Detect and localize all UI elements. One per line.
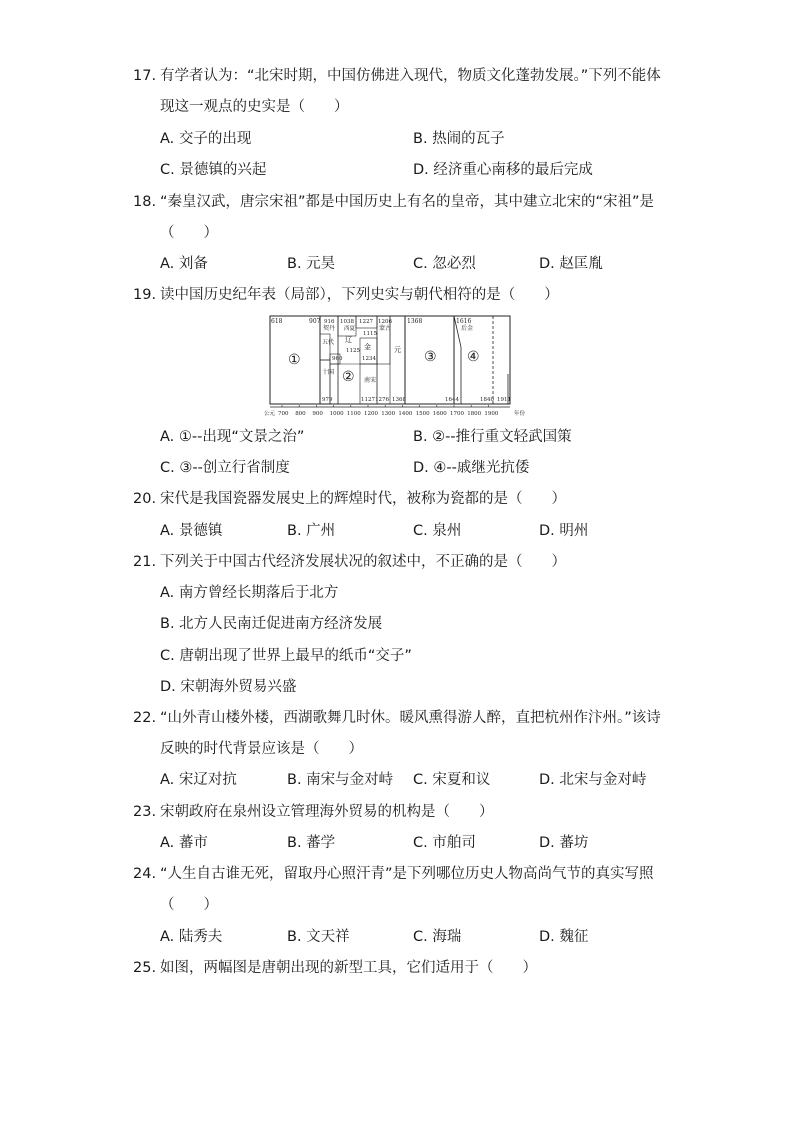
option-d[interactable]: D. 明州 — [539, 523, 589, 539]
option-a[interactable]: A. 景德镇 — [160, 523, 223, 539]
option-d[interactable]: D. 赵匡胤 — [539, 256, 603, 272]
question-stem: “人生自古谁无死，留取丹心照汗青”是下列哪位历史人物高尚气节的真实写照 — [160, 866, 654, 882]
question-stem: “山外青山楼外楼，西湖歌舞几时休。暖风熏得游人醉，直把杭州作汴州。”该诗 — [160, 710, 661, 726]
axis-tick-label: 1600 — [432, 411, 447, 417]
dynasty-label: 五代 — [322, 339, 335, 346]
option-c[interactable]: C. 唐朝出现了世界上最早的纸币“交子” — [160, 648, 412, 664]
option-c[interactable]: C. 景德镇的兴起 — [160, 162, 267, 178]
year-label: 1911 — [497, 397, 511, 403]
option-d[interactable]: D. 北宋与金对峙 — [539, 772, 647, 788]
year-label: 1206 — [378, 319, 392, 325]
era-marker-3: ③ — [424, 349, 437, 365]
option-b[interactable]: B. 文天祥 — [287, 929, 350, 945]
option-b[interactable]: B. ②--推行重文轻武国策 — [413, 429, 572, 445]
option-c[interactable]: C. ③--创立行省制度 — [160, 460, 290, 476]
dynasty-label: 蒙古 — [379, 325, 392, 332]
axis-unit: 年份 — [514, 411, 526, 417]
era-marker-1: ① — [288, 352, 301, 368]
year-label: 1234 — [362, 356, 376, 362]
question-stem: 下列关于中国古代经济发展状况的叙述中，不正确的是（ ） — [160, 554, 566, 570]
axis-tick-label: 1700 — [450, 411, 464, 417]
option-d[interactable]: D. 魏征 — [539, 929, 589, 945]
axis-tick-label: 1200 — [364, 411, 378, 417]
year-label: 960 — [332, 356, 343, 362]
option-b[interactable]: B. 北方人民南迁促进南方经济发展 — [160, 616, 383, 632]
year-label: 1227 — [359, 319, 373, 325]
axis-tick-label: 700 — [278, 411, 289, 417]
option-b[interactable]: B. 南宋与金对峙 — [287, 772, 394, 788]
option-a[interactable]: A. 刘备 — [160, 256, 208, 272]
option-a[interactable]: A. ①--出现“文景之治” — [160, 429, 305, 445]
year-label: 1616 — [456, 318, 472, 325]
option-a[interactable]: A. 蕃市 — [160, 835, 208, 851]
option-d[interactable]: D. 经济重心南移的最后完成 — [413, 162, 593, 178]
question-number: 18. — [133, 194, 157, 210]
year-label: 1368 — [407, 318, 423, 325]
option-a[interactable]: A. 陆秀夫 — [160, 929, 223, 945]
year-label: 916 — [324, 319, 335, 325]
year-label: 1038 — [340, 319, 354, 325]
question-stem: 宋代是我国瓷器发展史上的辉煌时代，被称为瓷都的是（ ） — [160, 491, 566, 507]
year-label: 1840 — [480, 397, 494, 403]
question-number: 19. — [133, 287, 157, 303]
year-label: 979 — [322, 397, 333, 403]
axis-tick-label: 1300 — [381, 411, 396, 417]
dynasty-label: 契丹 — [323, 325, 336, 332]
axis-tick-label: 900 — [312, 411, 323, 417]
option-a[interactable]: A. 交子的出现 — [160, 131, 252, 147]
axis-tick-label: 1000 — [329, 411, 344, 417]
option-b[interactable]: B. 元昊 — [287, 256, 336, 272]
year-label: 1368 — [392, 397, 406, 403]
dynasty-label: 辽 — [345, 336, 352, 344]
axis-prefix: 公元 — [264, 411, 276, 417]
year-label: 1115 — [363, 331, 377, 337]
option-d[interactable]: D. ④--戚继光抗倭 — [413, 460, 530, 476]
axis-tick-label: 1100 — [346, 411, 361, 417]
option-b[interactable]: B. 蕃学 — [287, 835, 336, 851]
question-number: 22. — [133, 710, 157, 726]
option-c[interactable]: C. 忽必烈 — [413, 256, 476, 272]
era-marker-4: ④ — [467, 349, 480, 365]
year-label: 907 — [309, 318, 321, 325]
question-number: 21. — [133, 554, 157, 570]
question-stem: 如图，两幅图是唐朝出现的新型工具，它们适用于（ ） — [160, 960, 537, 976]
option-c[interactable]: C. 宋夏和议 — [413, 772, 491, 788]
question-number: 17. — [133, 68, 157, 84]
dynasty-label: 金 — [364, 343, 371, 351]
question-number: 23. — [133, 804, 157, 820]
chronology-table-figure — [264, 314, 534, 418]
question-number: 24. — [133, 866, 157, 882]
axis-tick-label: 1500 — [415, 411, 430, 417]
year-label: 618 — [271, 318, 283, 325]
option-a[interactable]: A. 南方曾经长期落后于北方 — [160, 585, 339, 601]
question-stem: “秦皇汉武，唐宗宋祖”都是中国历史上有名的皇帝，其中建立北宋的“宋祖”是 — [160, 194, 655, 210]
option-d[interactable]: D. 蕃坊 — [539, 835, 589, 851]
question-number: 20. — [133, 491, 157, 507]
question-stem: 有学者认为：“北宋时期，中国仿佛进入现代，物质文化蓬勃发展。”下列不能体 — [160, 68, 661, 84]
dynasty-label: 后金 — [461, 325, 474, 332]
dynasty-label: 十国 — [322, 369, 335, 376]
era-marker-2: ② — [342, 369, 355, 385]
question-stem: 宋朝政府在泉州设立管理海外贸易的机构是（ ） — [160, 804, 494, 820]
option-c[interactable]: C. 市舶司 — [413, 835, 476, 851]
option-b[interactable]: B. 广州 — [287, 523, 336, 539]
dynasty-label: 元 — [394, 346, 401, 354]
question-number: 25. — [133, 960, 157, 976]
question-stem: 反映的时代背景应该是（ ） — [160, 741, 363, 757]
question-stem: （ ） — [160, 225, 218, 241]
year-label: 1127 — [361, 397, 375, 403]
option-d[interactable]: D. 宋朝海外贸易兴盛 — [160, 679, 297, 695]
year-label: 1125 — [346, 348, 360, 354]
option-c[interactable]: C. 海瑞 — [413, 929, 462, 945]
option-b[interactable]: B. 热闹的瓦子 — [413, 131, 505, 147]
dynasty-label: 西夏 — [344, 326, 356, 332]
option-c[interactable]: C. 泉州 — [413, 523, 462, 539]
question-stem: 现这一观点的史实是（ ） — [160, 99, 349, 115]
year-label: 1644 — [445, 397, 459, 403]
option-a[interactable]: A. 宋辽对抗 — [160, 772, 237, 788]
axis-tick-label: 800 — [295, 411, 306, 417]
axis-tick-label: 1900 — [484, 411, 499, 417]
axis-tick-label: 1800 — [467, 411, 482, 417]
question-stem: 读中国历史纪年表（局部），下列史实与朝代相符的是（ ） — [160, 287, 559, 303]
question-stem: （ ） — [160, 897, 218, 913]
dynasty-label: 南宋 — [364, 377, 377, 384]
year-label: 1276 — [375, 397, 389, 403]
axis-tick-label: 1400 — [398, 411, 413, 417]
